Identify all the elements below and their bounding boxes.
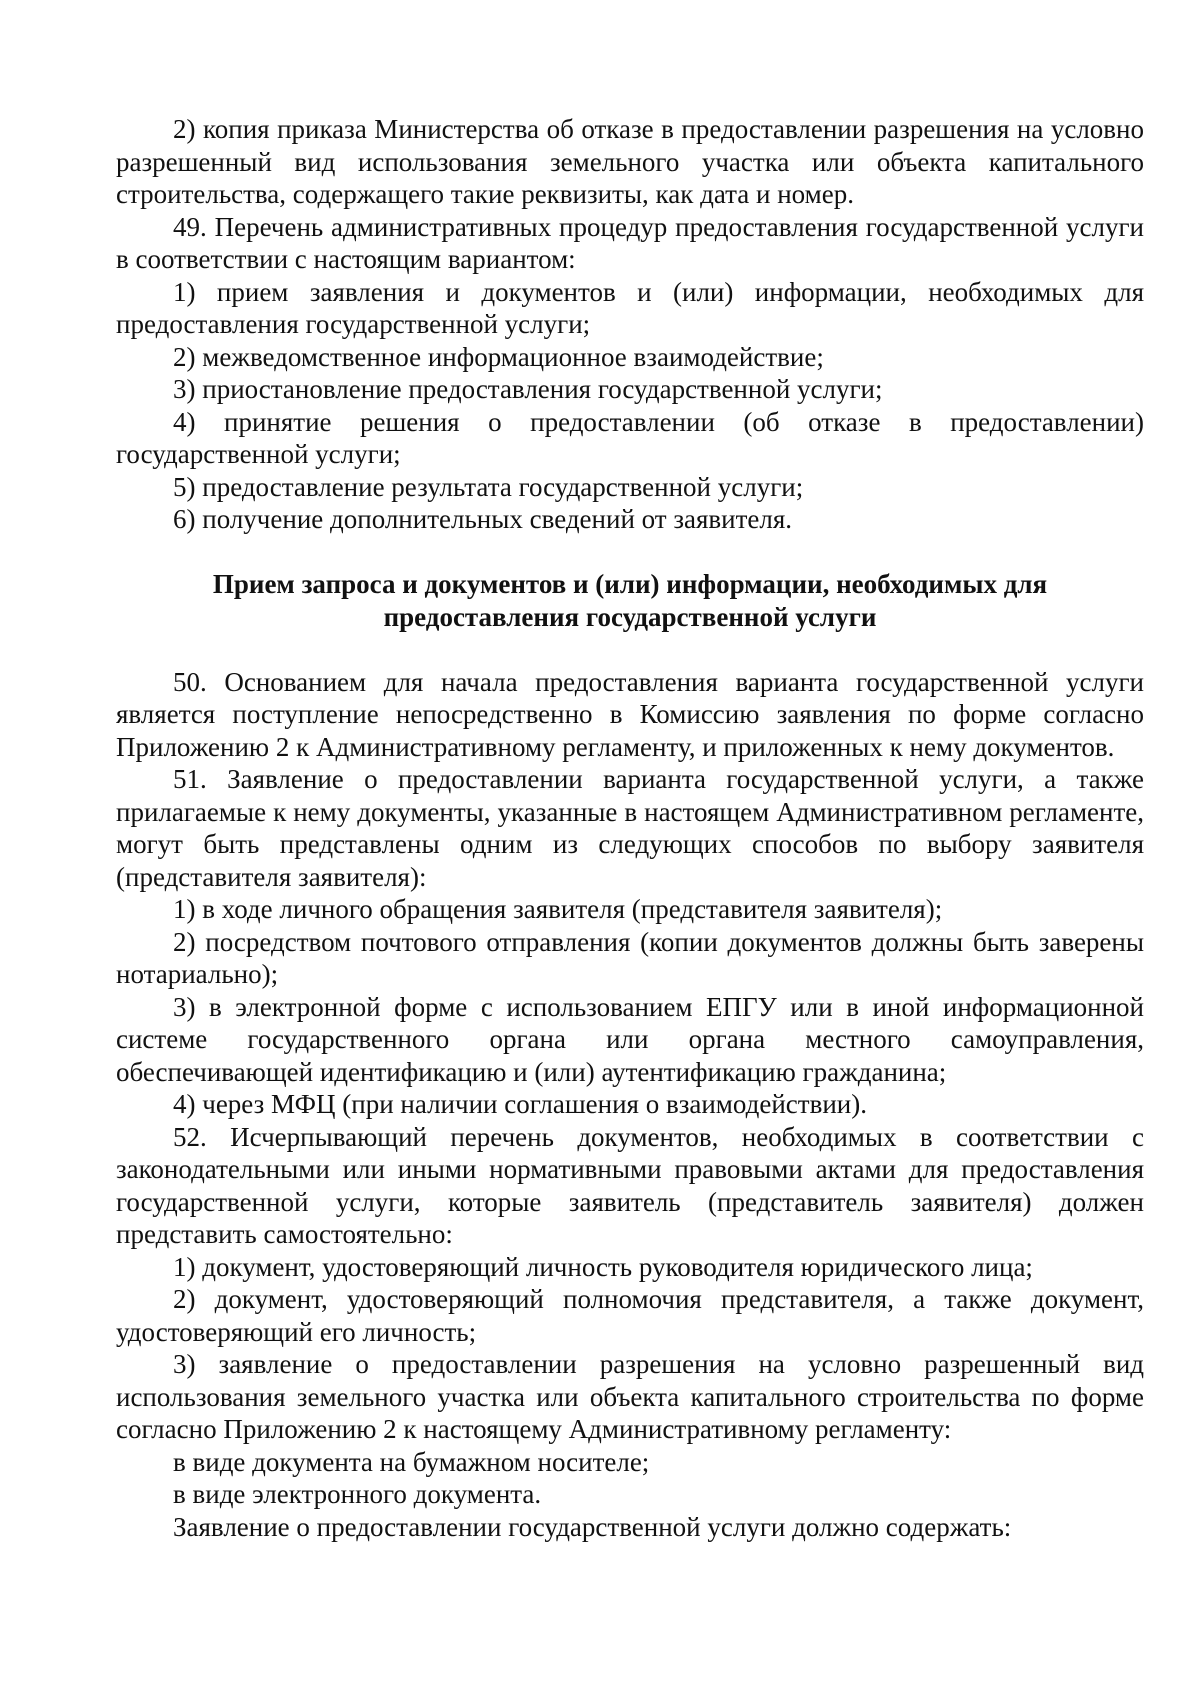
application-contents-intro: Заявление о предоставлении государственной услуги должно содержать: — [173, 1511, 1012, 1542]
paragraph-51-submission-methods: 51. Заявление о предоставлении варианта государственной услуги, а также прилагаемые к нему документы, указанные в настоящем Административном регламенте, могут быть представлены одним из следующих способов по выбору заявителя (представителя заявителя): — [116, 764, 1144, 892]
required-document-2: 2) документ, удостоверяющий полномочия представителя, а также документ, удостоверяющий его личность; — [116, 1284, 1144, 1347]
format-electronic: в виде электронного документа. — [173, 1479, 542, 1509]
document-body — [116, 113, 1144, 1543]
required-document-3: 3) заявление о предоставлении разрешения на условно разрешенный вид использования земельного участка или объекта капитального строительства по форме согласно Приложению 2 к настоящему Административному регламенту: — [116, 1349, 1144, 1444]
submission-method-2: 2) посредством почтового отправления (копии документов должны быть заверены нотариально); — [116, 926, 1144, 989]
paragraph-50-grounds: 50. Основанием для начала предоставления варианта государственной услуги является поступление непосредственно в Комиссию заявления по форме согласно Приложению 2 к Административному регламенту, и приложенных к нему документов. — [116, 666, 1144, 762]
procedure-item-1: 1) прием заявления и документов и (или) информации, необходимых для предоставления государственной услуги; — [116, 276, 1144, 339]
paragraph-copy-of-refusal-order: 2) копия приказа Министерства об отказе в предоставлении разрешения на условно разрешенный вид использования земельного участка или объекта капитального строительства, содержащего такие реквизиты, как дата и номер. — [116, 114, 1144, 209]
required-document-1: 1) документ, удостоверяющий личность руководителя юридического лица; — [173, 1251, 1033, 1282]
procedure-item-6: 6) получение дополнительных сведений от заявителя. — [173, 504, 793, 534]
submission-method-3: 3) в электронной форме с использованием ЕПГУ или в иной информационной системе государственного органа или органа местного самоуправления, обеспечивающей идентификацию и (или) аутентификацию гражданина; — [116, 991, 1144, 1087]
procedure-item-2: 2) межведомственное информационное взаимодействие; — [173, 341, 824, 372]
procedure-item-5: 5) предоставление результата государственной услуги; — [173, 471, 804, 502]
procedure-item-4: 4) принятие решения о предоставлении (об отказе в предоставлении) государственной услуги; — [116, 406, 1144, 469]
submission-method-4: 4) через МФЦ (при наличии соглашения о взаимодействии). — [173, 1089, 867, 1119]
procedure-item-3: 3) приостановление предоставления государственной услуги; — [173, 374, 883, 404]
section-heading — [116, 568, 1144, 634]
paragraph-49-procedures-list: 49. Перечень административных процедур предоставления государственной услуги в соответствии с настоящим вариантом: — [116, 211, 1144, 274]
submission-method-1: 1) в ходе личного обращения заявителя (представителя заявителя); — [173, 894, 943, 924]
section-heading-line-1: Прием запроса и документов и (или) информации, необходимых для — [212, 568, 1048, 599]
format-paper: в виде документа на бумажном носителе; — [173, 1446, 650, 1477]
paragraph-52-required-documents: 52. Исчерпывающий перечень документов, необходимых в соответствии с законодательными или иными нормативными правовыми актами для предоставления государственной услуги, которые заявитель (представитель заявителя) должен представить самостоятельно: — [116, 1121, 1144, 1249]
section-heading-line-2: предоставления государственной услуги — [383, 601, 877, 632]
